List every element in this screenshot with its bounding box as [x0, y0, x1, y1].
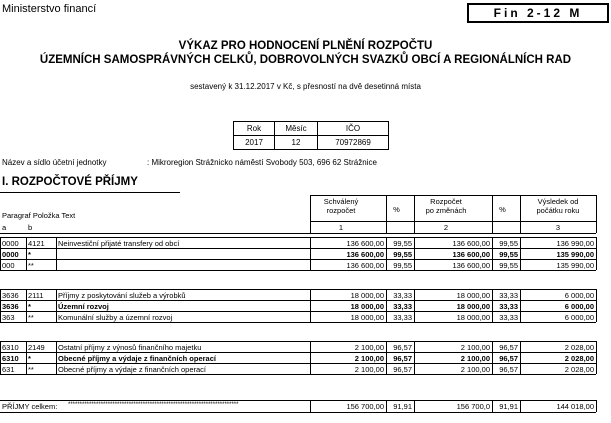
total-pct1: 91,91 [393, 402, 412, 411]
section-title: I. ROZPOČTOVÉ PŘÍJMY [2, 176, 138, 188]
row-vline [56, 259, 57, 270]
row-vline [0, 363, 1, 374]
meta-ico: 70972869 [318, 136, 389, 150]
row-vline [56, 311, 57, 322]
row-vline [596, 352, 597, 363]
meta-table [233, 121, 389, 150]
table-cell-p1: 99,55 [393, 238, 412, 248]
table-cell-par: 631 [2, 364, 15, 374]
form-code: Fin 2-12 M [467, 3, 609, 23]
table-cell-p2: 99,55 [499, 249, 518, 259]
row-vline [26, 341, 27, 352]
table-cell-s: 2 100,00 [354, 342, 384, 352]
table-cell-p2: 33,33 [499, 301, 518, 311]
total-vline-3 [414, 400, 415, 412]
row-vline [56, 300, 57, 311]
row-vline [56, 248, 57, 259]
table-cell-pol: * [28, 301, 31, 311]
row-vline [56, 352, 57, 363]
table-cell-pol: ** [28, 312, 34, 322]
table-cell-p2: 96,57 [499, 364, 518, 374]
table-cell-text: Územní rozvoj [58, 301, 109, 311]
table-cell-s: 18 000,00 [350, 312, 384, 322]
row-vline [596, 300, 597, 311]
row-vline [596, 289, 597, 300]
total-vline-5 [520, 400, 521, 412]
col-b: b [28, 223, 33, 232]
total-vline-2 [386, 400, 387, 412]
table-cell-text: Neinvestiční přijaté transfery od obcí [58, 238, 180, 248]
table-cell-p1: 99,55 [393, 260, 412, 270]
table-cell-pol: ** [28, 260, 34, 270]
col-vysledek-1: Výsledek od [537, 197, 579, 206]
table-cell-r: 18 000,00 [456, 312, 490, 322]
table-cell-par: 6310 [2, 353, 19, 363]
table-cell-v: 2 028,00 [564, 342, 594, 352]
table-cell-v: 6 000,00 [564, 301, 594, 311]
table-cell-r: 136 600,00 [452, 249, 490, 259]
meta-year: 2017 [234, 136, 275, 150]
row-vline [0, 248, 1, 259]
table-cell-s: 18 000,00 [350, 290, 384, 300]
table-cell-p1: 33,33 [393, 312, 412, 322]
table-cell-p2: 33,33 [499, 312, 518, 322]
table-cell-par: 6310 [2, 342, 19, 352]
row-vline [56, 237, 57, 248]
table-cell-v: 2 028,00 [564, 353, 594, 363]
row-vline [56, 289, 57, 300]
header-vline-4 [492, 195, 493, 233]
header-vline-5 [520, 195, 521, 233]
row-vline [0, 341, 1, 352]
row-vline [56, 341, 57, 352]
col-a: a [2, 223, 7, 232]
table-cell-par: 3636 [2, 290, 19, 300]
table-cell-s: 18 000,00 [350, 301, 384, 311]
table-cell-pol: 2149 [28, 342, 45, 352]
col-rozpocet-1: Rozpočet [430, 197, 462, 206]
row-vline [26, 363, 27, 374]
table-cell-p1: 33,33 [393, 301, 412, 311]
table-cell-s: 2 100,00 [354, 364, 384, 374]
table-cell-v: 135 990,00 [556, 260, 594, 270]
meta-header-ico: IČO [318, 122, 389, 136]
table-cell-v: 6 000,00 [564, 290, 594, 300]
table-cell-pol: 4121 [28, 238, 45, 248]
row-vline [26, 289, 27, 300]
header-vline-6 [596, 195, 597, 233]
table-cell-p1: 33,33 [393, 290, 412, 300]
total-vline-4 [492, 400, 493, 412]
table-cell-p2: 96,57 [499, 353, 518, 363]
row-vline [56, 363, 57, 374]
header-vline-2 [386, 195, 387, 233]
table-cell-pol: 2111 [28, 290, 44, 300]
table-cell-pol: * [28, 249, 31, 259]
total-bottom-rule [0, 412, 596, 413]
row-vline [596, 259, 597, 270]
table-cell-text: Obecné příjmy a výdaje z finančních operací [58, 364, 206, 374]
report-subtitle: sestavený k 31.12.2017 v Kč, s přesností na dvě desetinná místa [190, 82, 421, 91]
meta-header-year: Rok [234, 122, 275, 136]
table-cell-v: 135 990,00 [556, 249, 594, 259]
table-cell-par: 0000 [2, 249, 19, 259]
col-schvaleny-2: rozpočet [326, 206, 356, 215]
row-vline [0, 311, 1, 322]
row-vline [26, 248, 27, 259]
col-num-3: 3 [555, 223, 561, 232]
row-vline [596, 248, 597, 259]
table-cell-pol: ** [28, 364, 34, 374]
header-vline-3 [414, 195, 415, 233]
table-cell-p1: 96,57 [393, 364, 412, 374]
table-cell-v: 2 028,00 [564, 364, 594, 374]
table-cell-text [58, 249, 308, 260]
col-pct1: % [393, 205, 400, 214]
unit-label: Název a sídlo účetní jednotky [2, 158, 107, 167]
table-cell-p1: 96,57 [393, 342, 412, 352]
table-cell-r: 2 100,00 [460, 342, 490, 352]
header-bottom-rule [0, 233, 596, 234]
total-label: PŘÍJMY celkem: [2, 402, 58, 411]
table-cell-v: 6 000,00 [564, 312, 594, 322]
row-vline [26, 352, 27, 363]
table-cell-p2: 99,55 [499, 238, 518, 248]
row-vline [0, 237, 1, 248]
table-cell-par: 363 [2, 312, 15, 322]
col-schvaleny-1: Schválený [323, 197, 359, 206]
table-cell-s: 136 600,00 [346, 249, 384, 259]
meta-month: 12 [275, 136, 318, 150]
row-vline [26, 237, 27, 248]
table-cell-s: 136 600,00 [346, 260, 384, 270]
table-cell-s: 2 100,00 [354, 353, 384, 363]
row-vline [596, 363, 597, 374]
table-cell-s: 136 600,00 [346, 238, 384, 248]
row-vline [26, 311, 27, 322]
col-paragraf-polozka-text: Paragraf Položka Text [2, 211, 76, 220]
row-vline [0, 259, 1, 270]
col-num-1: 1 [338, 223, 344, 232]
row-vline [596, 237, 597, 248]
col-pct2: % [499, 205, 506, 214]
table-cell-r: 18 000,00 [456, 290, 490, 300]
ministry-name: Ministerstvo financí [2, 3, 97, 15]
row-vline [596, 311, 597, 322]
table-cell-par: 0000 [2, 238, 19, 248]
meta-header-month: Měsíc [275, 122, 318, 136]
unit-value: : Mikroregion Strážnicko náměstí Svobody 503, 696 62 Strážnice [147, 158, 377, 167]
row-vline [26, 300, 27, 311]
table-cell-pol: * [28, 353, 31, 363]
total-vysledek: 144 018,00 [556, 402, 594, 411]
table-cell-text [58, 260, 308, 271]
table-cell-p1: 99,55 [393, 249, 412, 259]
table-cell-r: 136 600,00 [452, 238, 490, 248]
total-stars: ************************************************************************* [68, 402, 239, 408]
header-vline-1 [310, 195, 311, 233]
col-num-2: 2 [443, 223, 449, 232]
total-rozpocet: 156 700,0 [456, 402, 490, 411]
table-cell-text: Ostatní příjmy z výnosů finančního majetku [58, 342, 202, 352]
col-vysledek-2: počátku roku [536, 206, 580, 215]
table-cell-text: Obecné příjmy a výdaje z finančních operací [58, 353, 216, 363]
table-cell-r: 18 000,00 [456, 301, 490, 311]
table-cell-r: 2 100,00 [460, 353, 490, 363]
table-cell-text: Komunální služby a územní rozvoj [58, 312, 173, 322]
report-title-line2: ÚZEMNÍCH SAMOSPRÁVNÝCH CELKŮ, DOBROVOLNÝCH SVAZKŮ OBCÍ A REGIONÁLNÍCH RAD [39, 54, 572, 66]
table-cell-p1: 96,57 [393, 353, 412, 363]
row-vline [0, 352, 1, 363]
row-vline [596, 341, 597, 352]
col-rozpocet-2: po změnách [425, 206, 467, 215]
table-cell-p2: 33,33 [499, 290, 518, 300]
row-vline [0, 289, 1, 300]
table-cell-par: 000 [2, 260, 15, 270]
total-vline-1 [310, 400, 311, 412]
total-schvaleny: 156 700,00 [346, 402, 384, 411]
table-cell-p2: 96,57 [499, 342, 518, 352]
total-vline-6 [596, 400, 597, 412]
section-underline [0, 192, 180, 193]
table-cell-text: Příjmy z poskytování služeb a výrobků [58, 290, 186, 300]
table-cell-r: 136 600,00 [452, 260, 490, 270]
table-cell-p2: 99,55 [499, 260, 518, 270]
row-vline [0, 300, 1, 311]
row-vline [26, 259, 27, 270]
table-cell-r: 2 100,00 [460, 364, 490, 374]
report-title-line1: VÝKAZ PRO HODNOCENÍ PLNĚNÍ ROZPOČTU [178, 40, 433, 52]
table-cell-v: 136 990,00 [556, 238, 594, 248]
total-pct2: 91,91 [499, 402, 518, 411]
table-cell-par: 3636 [2, 301, 19, 311]
